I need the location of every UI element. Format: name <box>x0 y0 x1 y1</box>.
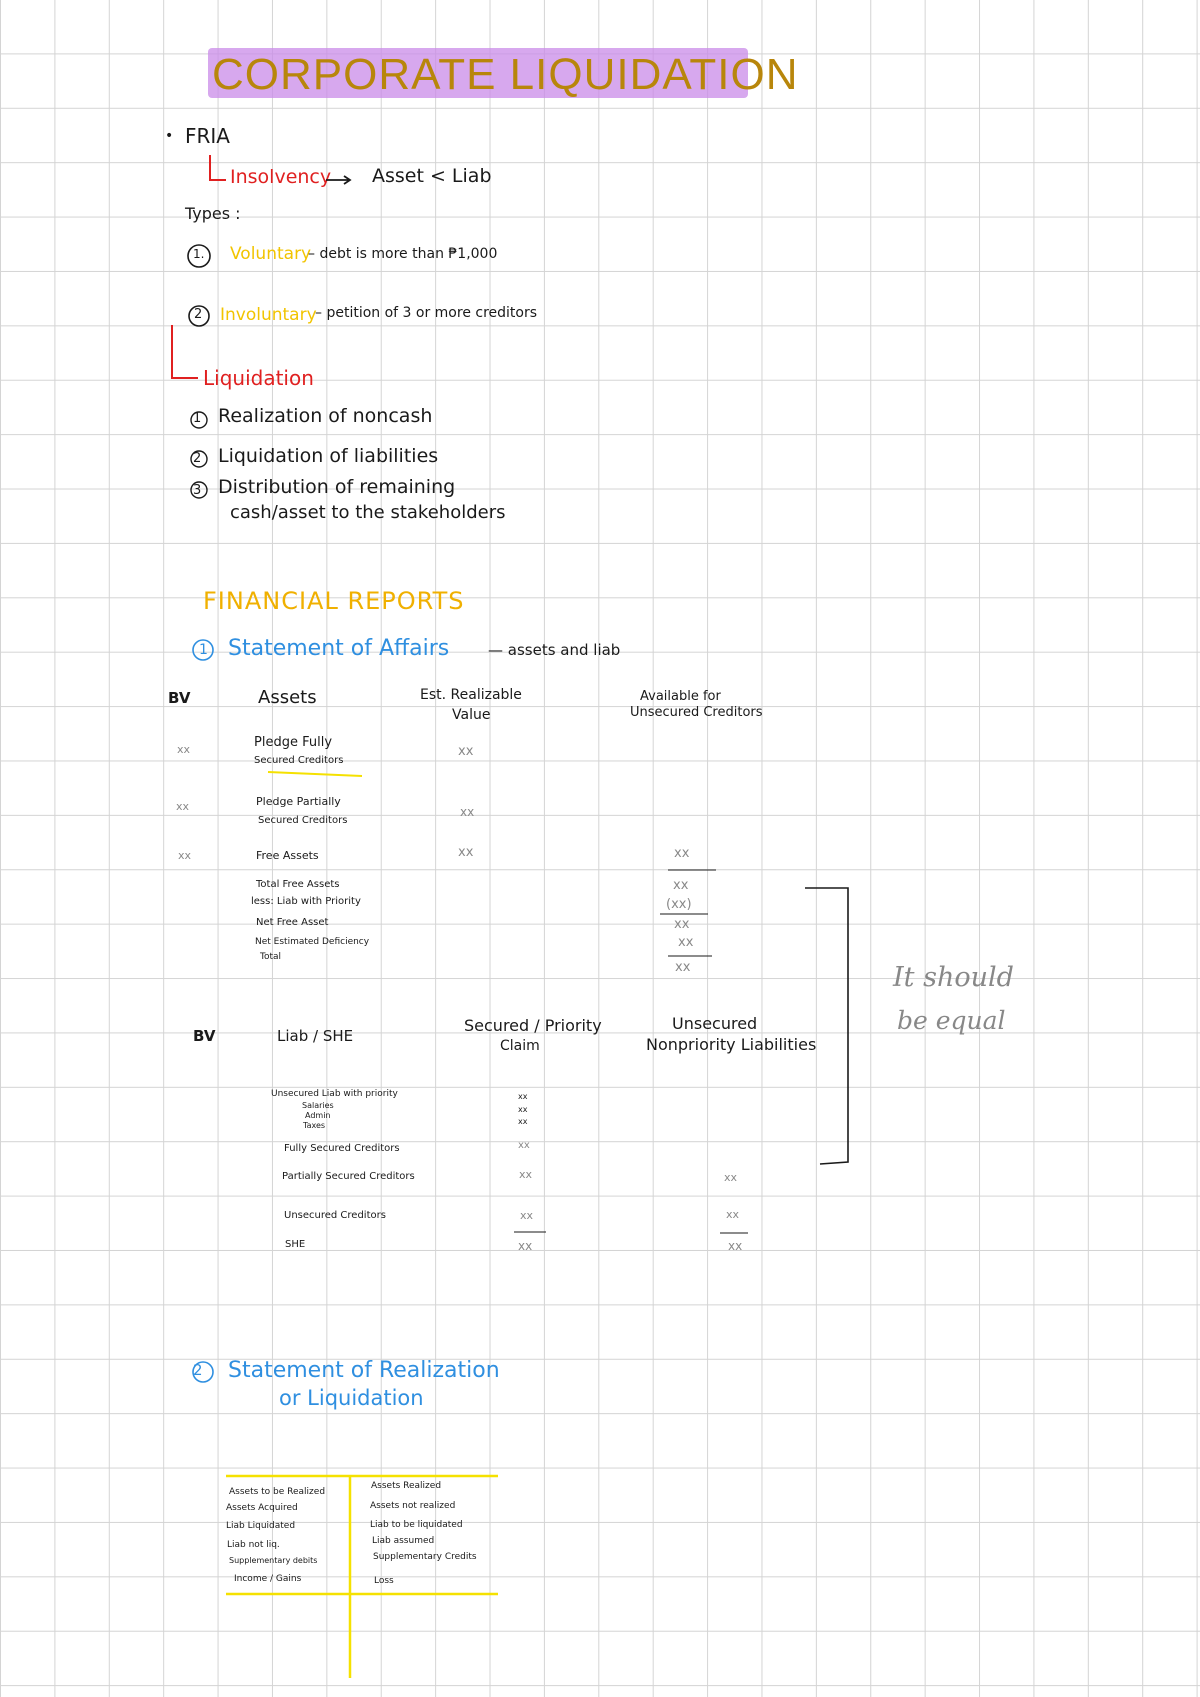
step3-text: Distribution of remaining <box>218 476 456 498</box>
asset-row1-label-2: Secured Creditors <box>254 755 344 766</box>
right-arrow-icon <box>326 176 350 184</box>
asset-row3-erv: xx <box>458 845 474 860</box>
circle-icon <box>191 412 207 428</box>
step2-text: Liquidation of liabilities <box>218 445 439 467</box>
annotation-highlight <box>268 772 362 776</box>
t-right-loss: Loss <box>374 1576 394 1586</box>
summary-label-total-free-assets: Total Free Assets <box>256 879 340 890</box>
type1-name: Voluntary <box>230 244 312 264</box>
liab-row-unsecured-label: Unsecured Creditors <box>284 1210 386 1221</box>
priority-value-salaries: xx <box>518 1092 528 1101</box>
circle-icon <box>193 640 213 660</box>
sor-title-2: or Liquidation <box>279 1386 424 1410</box>
insolvency-label: Insolvency <box>230 166 332 188</box>
type1-description: – debt is more than ₱1,000 <box>308 246 498 262</box>
liab-col-secured-2: Claim <box>500 1038 540 1054</box>
assets-col-erv-2: Value <box>452 707 491 723</box>
liab-row-she-unsec: xx <box>728 1239 743 1253</box>
step3-number: 3 <box>193 483 202 498</box>
liab-row-she-label: SHE <box>285 1239 306 1250</box>
sor-number: 2 <box>193 1361 203 1379</box>
assets-col-bv: BV <box>168 689 191 707</box>
circle-icon <box>189 306 209 326</box>
t-left-assets-to-be-realized: Assets to be Realized <box>229 1487 326 1497</box>
liab-col-liab: Liab / SHE <box>277 1027 354 1045</box>
asset-row1-label-1: Pledge Fully <box>254 735 333 750</box>
sor-title-1: Statement of Realization <box>228 1358 500 1383</box>
step3-continuation: cash/asset to the stakeholders <box>230 502 506 523</box>
assets-col-assets: Assets <box>258 687 317 708</box>
summary-value-net-deficiency: xx <box>678 935 694 950</box>
priority-item-taxes: Taxes <box>303 1121 326 1130</box>
liab-col-bv: BV <box>193 1027 216 1045</box>
asset-row1-erv: xx <box>458 744 474 759</box>
summary-label-total: Total <box>260 952 282 962</box>
insolvency-relation: Asset < Liab <box>372 165 492 187</box>
asset-row2-label-2: Secured Creditors <box>258 815 348 826</box>
priority-liab-label: Unsecured Liab with priority <box>271 1089 398 1099</box>
assets-col-avail-1: Available for <box>640 689 721 704</box>
liquidation-label: Liquidation <box>203 366 314 390</box>
financial-reports-heading: FINANCIAL REPORTS <box>203 587 465 615</box>
summary-value-total: xx <box>675 960 691 975</box>
insolvency-arrow <box>210 155 226 180</box>
t-right-liab-to-be-liquidated: Liab to be liquidated <box>370 1520 463 1530</box>
asset-row3-bv: xx <box>178 849 192 862</box>
soa-description: — assets and liab <box>488 641 621 659</box>
step2-number: 2 <box>193 451 202 466</box>
circle-icon <box>191 482 207 498</box>
liab-row-unsecured-sec: xx <box>520 1209 534 1222</box>
step1-number: 1 <box>193 411 202 426</box>
circle-icon <box>193 1362 213 1382</box>
liab-row-partially-secured-label: Partially Secured Creditors <box>282 1171 415 1182</box>
types-label: Types : <box>185 204 241 223</box>
t-right-assets-not-realized: Assets not realized <box>370 1501 456 1511</box>
circle-icon <box>191 451 207 467</box>
t-right-liab-assumed: Liab assumed <box>372 1536 435 1546</box>
liab-row-fully-secured-label: Fully Secured Creditors <box>284 1143 400 1154</box>
t-left-liab-liquidated: Liab Liquidated <box>226 1521 296 1531</box>
asset-row3-label: Free Assets <box>256 849 319 862</box>
type1-number: 1. <box>193 247 205 261</box>
note-line-1: It should <box>893 962 1014 993</box>
asset-row1-bv: xx <box>177 743 191 756</box>
summary-label-net-free-asset: Net Free Asset <box>256 917 329 928</box>
liab-col-unsecured-2: Nonpriority Liabilities <box>646 1035 817 1054</box>
priority-item-salaries: Salaries <box>302 1101 334 1110</box>
priority-value-admin: xx <box>518 1105 528 1114</box>
assets-col-erv-1: Est. Realizable <box>420 687 522 703</box>
liab-row-unsecured-unsec: xx <box>726 1208 740 1221</box>
circle-icon <box>188 245 210 267</box>
liab-row-she-sec: xx <box>518 1239 533 1253</box>
t-left-assets-acquired: Assets Acquired <box>226 1503 298 1513</box>
type2-description: – petition of 3 or more creditors <box>315 305 538 321</box>
type2-number: 2 <box>194 307 203 322</box>
asset-row2-erv: xx <box>460 805 475 819</box>
asset-row2-label-1: Pledge Partially <box>256 795 341 808</box>
liab-col-unsecured-1: Unsecured <box>672 1014 758 1033</box>
fria-label: FRIA <box>185 124 230 148</box>
t-left-income-gains: Income / Gains <box>234 1574 302 1584</box>
type2-name: Involuntary <box>220 305 317 325</box>
priority-value-taxes: xx <box>518 1117 528 1126</box>
liab-row-partially-secured-unsec: xx <box>724 1171 738 1184</box>
equality-bracket <box>805 888 848 1164</box>
priority-item-admin: Admin <box>305 1111 331 1120</box>
page-title: CORPORATE LIQUIDATION <box>212 50 799 99</box>
liab-col-secured-1: Secured / Priority <box>464 1016 602 1035</box>
summary-value-total-free-assets: xx <box>673 878 689 893</box>
t-right-supplementary-credits: Supplementary Credits <box>373 1552 477 1562</box>
liab-row-fully-secured-sec: xx <box>518 1140 530 1151</box>
note-line-2: be equal <box>897 1006 1006 1035</box>
liab-row-partially-secured-sec: xx <box>519 1168 533 1181</box>
bullet: • <box>165 128 174 144</box>
liquidation-arrow <box>172 325 198 378</box>
summary-label-net-deficiency: Net Estimated Deficiency <box>255 937 370 947</box>
t-right-assets-realized: Assets Realized <box>371 1481 442 1491</box>
assets-col-avail-2: Unsecured Creditors <box>630 705 763 720</box>
asset-row3-avail: xx <box>674 846 690 861</box>
soa-number: 1 <box>199 642 208 658</box>
summary-value-net-free-asset: xx <box>674 917 690 932</box>
asset-row2-bv: xx <box>176 800 190 813</box>
summary-label-less-priority: less: Liab with Priority <box>251 896 361 907</box>
summary-value-less-priority: (xx) <box>666 897 692 912</box>
step1-text: Realization of noncash <box>218 405 433 427</box>
t-left-supplementary-debits: Supplementary debits <box>229 1556 318 1565</box>
t-left-liab-not-liq: Liab not liq. <box>227 1540 280 1550</box>
soa-title: Statement of Affairs <box>228 636 450 661</box>
